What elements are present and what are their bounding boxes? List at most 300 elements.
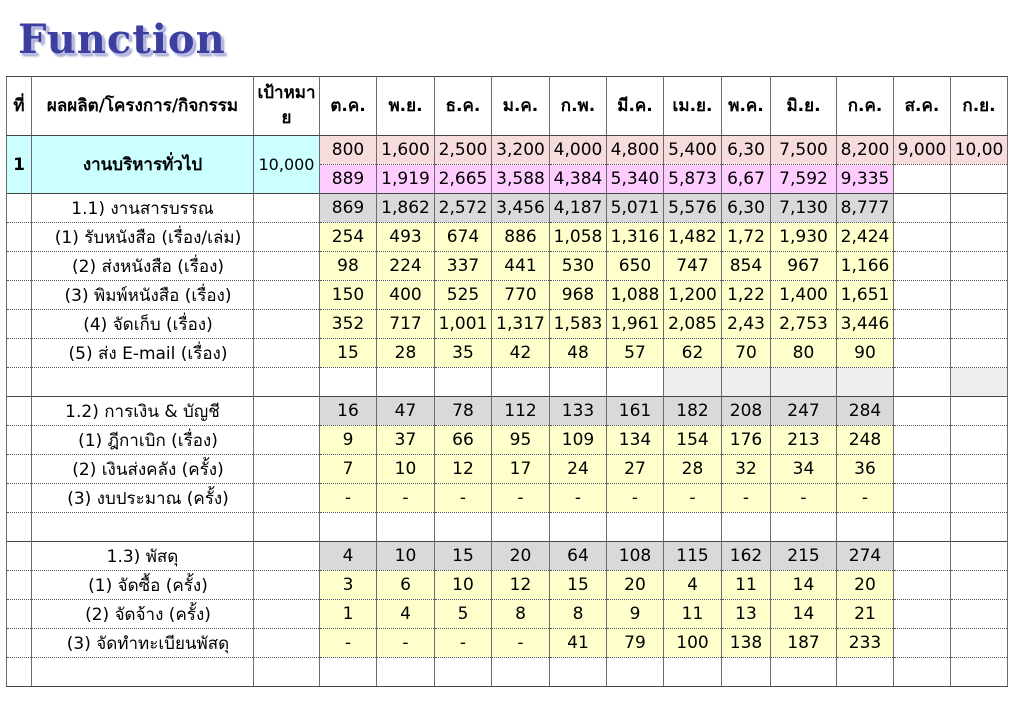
value-cell: 525	[435, 281, 492, 310]
table-row	[7, 252, 1008, 281]
value-cell	[951, 571, 1008, 600]
row-target	[254, 339, 320, 368]
value-cell: 11	[722, 571, 771, 600]
value-cell: 10	[377, 542, 435, 571]
plan-cell: 4,000	[550, 136, 607, 165]
value-cell	[664, 513, 722, 542]
value-cell	[894, 281, 951, 310]
value-cell: 747	[664, 252, 722, 281]
value-cell: 100	[664, 629, 722, 658]
value-cell	[377, 368, 435, 397]
value-cell: 79	[607, 629, 664, 658]
header-month: ก.พ.	[550, 77, 607, 136]
header-month: พ.ย.	[377, 77, 435, 136]
value-cell: 770	[492, 281, 550, 310]
value-cell: 154	[664, 426, 722, 455]
value-cell: 78	[435, 397, 492, 426]
blank-row	[7, 513, 1008, 542]
value-cell: -	[435, 629, 492, 658]
value-cell: 10	[435, 571, 492, 600]
value-cell	[894, 600, 951, 629]
blank-row	[7, 658, 1008, 687]
value-cell: 2,424	[837, 223, 894, 252]
value-cell: -	[771, 484, 837, 513]
row-target	[254, 368, 320, 397]
row-target	[254, 310, 320, 339]
value-cell: -	[377, 484, 435, 513]
header-target: เป้าหมาย	[254, 77, 320, 136]
performance-table	[6, 76, 1008, 687]
value-cell	[377, 513, 435, 542]
value-cell	[492, 368, 550, 397]
group-row	[7, 542, 1008, 571]
row-no	[7, 513, 32, 542]
value-cell: 109	[550, 426, 607, 455]
value-cell	[951, 658, 1008, 687]
value-cell: 24	[550, 455, 607, 484]
plan-cell: 6,30	[722, 136, 771, 165]
value-cell: 57	[607, 339, 664, 368]
value-cell: 3,446	[837, 310, 894, 339]
header-month: ส.ค.	[894, 77, 951, 136]
value-cell: 650	[607, 252, 664, 281]
row-label: (3) จัดทำทะเบียนพัสดุ	[32, 629, 254, 658]
value-cell: 2,753	[771, 310, 837, 339]
value-cell	[722, 658, 771, 687]
value-cell: 3,456	[492, 194, 550, 223]
value-cell: 2,085	[664, 310, 722, 339]
value-cell: 213	[771, 426, 837, 455]
value-cell: 112	[492, 397, 550, 426]
value-cell: 15	[320, 339, 377, 368]
value-cell	[894, 658, 951, 687]
plan-cell: 800	[320, 136, 377, 165]
row-label: (1) จัดซื้อ (ครั้ง)	[32, 571, 254, 600]
value-cell: 3	[320, 571, 377, 600]
main-plan-row	[7, 136, 1008, 165]
plan-cell: 1,600	[377, 136, 435, 165]
row-label: (4) จัดเก็บ (เรื่อง)	[32, 310, 254, 339]
value-cell: 64	[550, 542, 607, 571]
value-cell: 1,862	[377, 194, 435, 223]
row-no	[7, 542, 32, 571]
value-cell: 36	[837, 455, 894, 484]
value-cell: 1,651	[837, 281, 894, 310]
header-month: ก.ย.	[951, 77, 1008, 136]
value-cell: 8,777	[837, 194, 894, 223]
row-no	[7, 600, 32, 629]
header-month: ก.ค.	[837, 77, 894, 136]
main-target: 10,000	[254, 136, 320, 194]
value-cell	[894, 629, 951, 658]
value-cell: 187	[771, 629, 837, 658]
value-cell	[894, 310, 951, 339]
value-cell: 254	[320, 223, 377, 252]
value-cell	[607, 368, 664, 397]
header-month: ม.ค.	[492, 77, 550, 136]
row-label	[32, 513, 254, 542]
value-cell	[894, 484, 951, 513]
actual-cell	[894, 165, 951, 194]
value-cell: 70	[722, 339, 771, 368]
value-cell: 9	[607, 600, 664, 629]
value-cell: 34	[771, 455, 837, 484]
value-cell: 115	[664, 542, 722, 571]
value-cell: 274	[837, 542, 894, 571]
value-cell: 15	[550, 571, 607, 600]
value-cell: 41	[550, 629, 607, 658]
table-row	[7, 223, 1008, 252]
actual-cell: 2,665	[435, 165, 492, 194]
value-cell	[894, 397, 951, 426]
actual-cell: 889	[320, 165, 377, 194]
value-cell	[894, 571, 951, 600]
value-cell	[894, 513, 951, 542]
value-cell	[664, 368, 722, 397]
value-cell: 80	[771, 339, 837, 368]
value-cell: 400	[377, 281, 435, 310]
row-no	[7, 194, 32, 223]
value-cell: -	[435, 484, 492, 513]
group-row	[7, 397, 1008, 426]
header-month: ธ.ค.	[435, 77, 492, 136]
value-cell: 14	[771, 571, 837, 600]
value-cell	[951, 310, 1008, 339]
table-row	[7, 571, 1008, 600]
row-target	[254, 455, 320, 484]
row-label: 1.2) การเงิน & บัญชี	[32, 397, 254, 426]
actual-cell: 7,592	[771, 165, 837, 194]
value-cell: 1,961	[607, 310, 664, 339]
value-cell	[894, 252, 951, 281]
value-cell: 1,72	[722, 223, 771, 252]
table-row	[7, 310, 1008, 339]
row-label: (3) งบประมาณ (ครั้ง)	[32, 484, 254, 513]
value-cell: 28	[664, 455, 722, 484]
row-label	[32, 368, 254, 397]
value-cell	[550, 368, 607, 397]
value-cell: 62	[664, 339, 722, 368]
row-no	[7, 310, 32, 339]
value-cell	[664, 658, 722, 687]
value-cell: 1,583	[550, 310, 607, 339]
value-cell: -	[320, 484, 377, 513]
value-cell: 182	[664, 397, 722, 426]
row-no	[7, 339, 32, 368]
value-cell: 4	[377, 600, 435, 629]
value-cell: 224	[377, 252, 435, 281]
value-cell: 493	[377, 223, 435, 252]
plan-cell: 4,800	[607, 136, 664, 165]
value-cell: 66	[435, 426, 492, 455]
value-cell	[951, 397, 1008, 426]
value-cell	[771, 368, 837, 397]
value-cell	[492, 658, 550, 687]
value-cell	[951, 600, 1008, 629]
actual-cell: 5,873	[664, 165, 722, 194]
value-cell	[550, 658, 607, 687]
value-cell: 530	[550, 252, 607, 281]
value-cell: 4	[664, 571, 722, 600]
plan-cell: 3,200	[492, 136, 550, 165]
value-cell	[550, 513, 607, 542]
plan-cell: 2,500	[435, 136, 492, 165]
value-cell	[320, 513, 377, 542]
value-cell: 27	[607, 455, 664, 484]
value-cell: 20	[492, 542, 550, 571]
value-cell	[894, 339, 951, 368]
row-target	[254, 426, 320, 455]
row-target	[254, 397, 320, 426]
row-target	[254, 658, 320, 687]
value-cell: 161	[607, 397, 664, 426]
value-cell: 247	[771, 397, 837, 426]
row-label: (2) จัดจ้าง (ครั้ง)	[32, 600, 254, 629]
value-cell: 1,166	[837, 252, 894, 281]
actual-cell	[951, 165, 1008, 194]
value-cell: 717	[377, 310, 435, 339]
value-cell: 441	[492, 252, 550, 281]
row-no	[7, 571, 32, 600]
value-cell: -	[722, 484, 771, 513]
table-row	[7, 484, 1008, 513]
value-cell: 12	[492, 571, 550, 600]
main-no: 1	[7, 136, 32, 194]
value-cell: 1,930	[771, 223, 837, 252]
value-cell	[771, 658, 837, 687]
blank-row	[7, 368, 1008, 397]
main-label: งานบริหารทั่วไป	[32, 136, 254, 194]
header-month: มี.ค.	[607, 77, 664, 136]
value-cell: 5,576	[664, 194, 722, 223]
table-row	[7, 455, 1008, 484]
value-cell: 248	[837, 426, 894, 455]
value-cell: 176	[722, 426, 771, 455]
value-cell	[951, 368, 1008, 397]
row-label: (5) ส่ง E-mail (เรื่อง)	[32, 339, 254, 368]
row-label: (1) รับหนังสือ (เรื่อง/เล่ม)	[32, 223, 254, 252]
table-row	[7, 339, 1008, 368]
value-cell: 20	[607, 571, 664, 600]
value-cell: -	[664, 484, 722, 513]
row-no	[7, 426, 32, 455]
value-cell: 35	[435, 339, 492, 368]
header-item: ผลผลิต/โครงการ/กิจกรรม	[32, 77, 254, 136]
row-label: (1) ฎีกาเบิก (เรื่อง)	[32, 426, 254, 455]
actual-cell: 3,588	[492, 165, 550, 194]
value-cell: 1,317	[492, 310, 550, 339]
value-cell: 7,130	[771, 194, 837, 223]
row-label: (2) ส่งหนังสือ (เรื่อง)	[32, 252, 254, 281]
value-cell	[951, 513, 1008, 542]
value-cell	[435, 368, 492, 397]
row-no	[7, 455, 32, 484]
table-row	[7, 629, 1008, 658]
value-cell: 134	[607, 426, 664, 455]
value-cell: -	[377, 629, 435, 658]
row-no	[7, 484, 32, 513]
value-cell: -	[837, 484, 894, 513]
value-cell: 2,43	[722, 310, 771, 339]
value-cell: 21	[837, 600, 894, 629]
value-cell: 138	[722, 629, 771, 658]
header-month: เม.ย.	[664, 77, 722, 136]
value-cell: 215	[771, 542, 837, 571]
page-title: Function	[18, 16, 226, 63]
value-cell	[435, 658, 492, 687]
value-cell: 5,071	[607, 194, 664, 223]
value-cell	[894, 223, 951, 252]
actual-cell: 6,67	[722, 165, 771, 194]
value-cell: 968	[550, 281, 607, 310]
plan-cell: 9,000	[894, 136, 951, 165]
value-cell: 42	[492, 339, 550, 368]
row-no	[7, 658, 32, 687]
value-cell: 967	[771, 252, 837, 281]
value-cell	[837, 513, 894, 542]
value-cell: 9	[320, 426, 377, 455]
value-cell: -	[492, 629, 550, 658]
value-cell: -	[550, 484, 607, 513]
value-cell: 6	[377, 571, 435, 600]
value-cell: 98	[320, 252, 377, 281]
value-cell: 17	[492, 455, 550, 484]
value-cell	[771, 513, 837, 542]
value-cell: 1,400	[771, 281, 837, 310]
row-target	[254, 513, 320, 542]
value-cell: 48	[550, 339, 607, 368]
value-cell: 208	[722, 397, 771, 426]
value-cell: 8	[550, 600, 607, 629]
value-cell: 28	[377, 339, 435, 368]
header-month: ต.ค.	[320, 77, 377, 136]
value-cell: 4	[320, 542, 377, 571]
value-cell	[951, 542, 1008, 571]
value-cell: 1,316	[607, 223, 664, 252]
row-no	[7, 252, 32, 281]
value-cell: 352	[320, 310, 377, 339]
value-cell	[607, 513, 664, 542]
value-cell: 16	[320, 397, 377, 426]
table-row	[7, 426, 1008, 455]
value-cell: 20	[837, 571, 894, 600]
actual-cell: 5,340	[607, 165, 664, 194]
row-target	[254, 281, 320, 310]
row-target	[254, 600, 320, 629]
header-month: พ.ค.	[722, 77, 771, 136]
row-label	[32, 658, 254, 687]
row-target	[254, 542, 320, 571]
actual-cell: 4,384	[550, 165, 607, 194]
value-cell: 10	[377, 455, 435, 484]
value-cell: 11	[664, 600, 722, 629]
value-cell: -	[320, 629, 377, 658]
value-cell: 854	[722, 252, 771, 281]
value-cell	[722, 368, 771, 397]
plan-cell: 8,200	[837, 136, 894, 165]
value-cell: 7	[320, 455, 377, 484]
row-no	[7, 368, 32, 397]
value-cell	[951, 484, 1008, 513]
value-cell: 13	[722, 600, 771, 629]
value-cell: 1,001	[435, 310, 492, 339]
value-cell: 5	[435, 600, 492, 629]
value-cell: 4,187	[550, 194, 607, 223]
value-cell	[435, 513, 492, 542]
value-cell: 12	[435, 455, 492, 484]
value-cell: 150	[320, 281, 377, 310]
row-target	[254, 194, 320, 223]
value-cell: 32	[722, 455, 771, 484]
row-target	[254, 252, 320, 281]
row-target	[254, 484, 320, 513]
value-cell: 886	[492, 223, 550, 252]
value-cell: 1,058	[550, 223, 607, 252]
value-cell	[722, 513, 771, 542]
value-cell	[951, 629, 1008, 658]
value-cell: 37	[377, 426, 435, 455]
value-cell	[951, 339, 1008, 368]
plan-cell: 5,400	[664, 136, 722, 165]
table-row	[7, 281, 1008, 310]
value-cell	[607, 658, 664, 687]
row-label: 1.3) พัสดุ	[32, 542, 254, 571]
value-cell	[377, 658, 435, 687]
header-month: มิ.ย.	[771, 77, 837, 136]
value-cell	[894, 194, 951, 223]
value-cell: 674	[435, 223, 492, 252]
row-no	[7, 629, 32, 658]
value-cell: 162	[722, 542, 771, 571]
plan-cell: 7,500	[771, 136, 837, 165]
value-cell	[320, 368, 377, 397]
group-row	[7, 194, 1008, 223]
header-row	[7, 77, 1008, 136]
value-cell	[951, 281, 1008, 310]
row-target	[254, 223, 320, 252]
actual-cell: 9,335	[837, 165, 894, 194]
row-label: (2) เงินส่งคลัง (ครั้ง)	[32, 455, 254, 484]
row-target	[254, 571, 320, 600]
value-cell: 1,22	[722, 281, 771, 310]
value-cell	[951, 223, 1008, 252]
value-cell: 2,572	[435, 194, 492, 223]
value-cell: 8	[492, 600, 550, 629]
row-no	[7, 223, 32, 252]
value-cell	[837, 368, 894, 397]
value-cell: 1,482	[664, 223, 722, 252]
row-no	[7, 281, 32, 310]
value-cell: 95	[492, 426, 550, 455]
value-cell	[894, 368, 951, 397]
value-cell	[837, 658, 894, 687]
value-cell: 15	[435, 542, 492, 571]
value-cell	[951, 455, 1008, 484]
actual-cell: 1,919	[377, 165, 435, 194]
value-cell: 47	[377, 397, 435, 426]
value-cell: 108	[607, 542, 664, 571]
value-cell	[951, 194, 1008, 223]
value-cell	[951, 252, 1008, 281]
value-cell: 1	[320, 600, 377, 629]
plan-cell: 10,00	[951, 136, 1008, 165]
value-cell: 133	[550, 397, 607, 426]
value-cell	[894, 426, 951, 455]
value-cell: 14	[771, 600, 837, 629]
value-cell: 869	[320, 194, 377, 223]
value-cell: 284	[837, 397, 894, 426]
value-cell: 233	[837, 629, 894, 658]
